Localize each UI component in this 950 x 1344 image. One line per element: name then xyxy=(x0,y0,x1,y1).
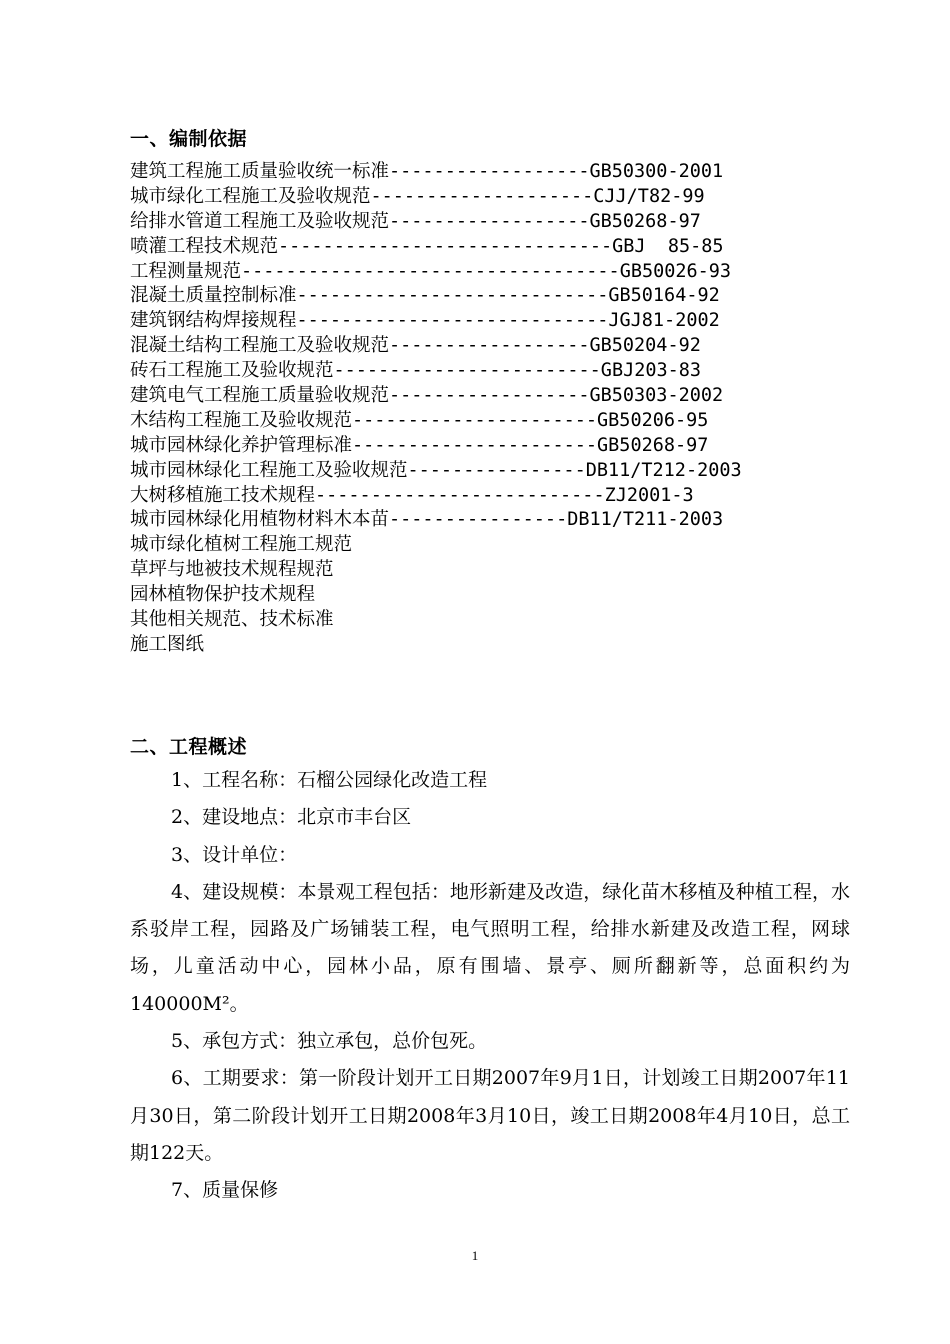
list-item: 城市绿化植树工程施工规范 xyxy=(130,534,353,556)
list-item: 园林植物保护技术规程 xyxy=(130,584,316,606)
list-item: 混凝土质量控制标准----------------------------GB50164-92 xyxy=(130,285,720,307)
list-item: 木结构工程施工及验收规范----------------------GB50206-95 xyxy=(130,409,709,431)
list-item: 建筑电气工程施工质量验收规范------------------GB50303-2002 xyxy=(130,385,724,407)
overview-paragraph: 6、工期要求：第一阶段计划开工日期2007年9月1日，计划竣工日期2007年11月30日，第二阶段计划开工日期2008年3月10日，竣工日期2008年4月10日，总工期122天。 xyxy=(130,1067,850,1164)
section-heading-overview: 二、工程概述 xyxy=(130,736,248,758)
overview-body xyxy=(130,762,850,1210)
overview-paragraph: 1、工程名称：石榴公园绿化改造工程 xyxy=(171,769,488,791)
list-item: 城市绿化工程施工及验收规范--------------------CJJ/T82-99 xyxy=(130,185,705,207)
list-item: 混凝土结构工程施工及验收规范------------------GB50204-92 xyxy=(130,335,701,357)
standards-list xyxy=(130,160,742,658)
overview-paragraph: 3、设计单位： xyxy=(171,843,298,866)
list-item: 喷灌工程技术规范------------------------------GBJ 85-85 xyxy=(130,235,724,257)
section-heading-basis: 一、编制依据 xyxy=(130,128,248,150)
list-item: 城市园林绿化用植物材料木本苗----------------DB11/T211-2003 xyxy=(130,509,724,531)
overview-paragraph: 7、质量保修 xyxy=(171,1179,279,1202)
overview-paragraph: 5、承包方式：独立承包，总价包死。 xyxy=(171,1030,488,1053)
list-item: 城市园林绿化养护管理标准----------------------GB50268-97 xyxy=(130,434,709,456)
list-item: 大树移植施工技术规程--------------------------ZJ2001-3 xyxy=(130,484,694,506)
list-item: 施工图纸 xyxy=(130,633,205,655)
list-item: 工程测量规范----------------------------------GB50026-93 xyxy=(130,260,732,282)
list-item: 建筑钢结构焊接规程----------------------------JGJ81-2002 xyxy=(130,310,720,332)
overview-paragraph: 4、建设规模：本景观工程包括：地形新建及改造，绿化苗木移植及种植工程，水系驳岸工程，园路及广场铺装工程，电气照明工程，给排水新建及改造工程，网球场，儿童活动中心，园林小品，原有围墙、景亭、厕所翻新等，总面积约为140000M²。 xyxy=(130,880,850,1015)
list-item: 建筑工程施工质量验收统一标准------------------GB50300-2001 xyxy=(130,161,724,182)
overview-paragraph: 2、建设地点：北京市丰台区 xyxy=(171,806,412,829)
list-item: 砖石工程施工及验收规范------------------------GBJ203-83 xyxy=(130,360,702,382)
list-item: 给排水管道工程施工及验收规范------------------GB50268-97 xyxy=(130,210,701,232)
list-item: 其他相关规范、技术标准 xyxy=(130,609,334,631)
list-item: 城市园林绿化工程施工及验收规范----------------DB11/T212-2003 xyxy=(130,459,742,481)
page-number: 1 xyxy=(471,1248,479,1263)
list-item: 草坪与地被技术规程规范 xyxy=(130,559,334,581)
